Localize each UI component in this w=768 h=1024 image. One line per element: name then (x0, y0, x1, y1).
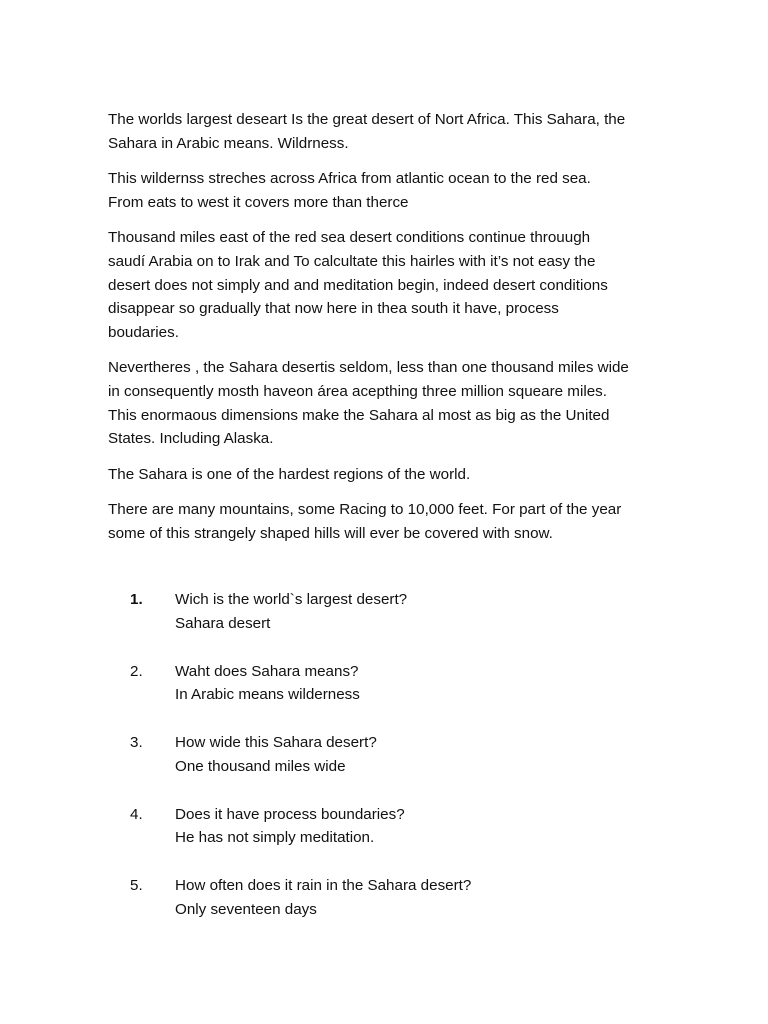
text-line: This enormaous dimensions make the Sahara al most as big as the United (108, 406, 610, 424)
question-number: 1. (130, 591, 143, 608)
text-line: disappear so gradually that now here in thea south it have, process (108, 300, 559, 318)
question-item (108, 660, 668, 707)
text-line: There are many mountains, some Racing to 10,000 feet. For part of the year (108, 501, 622, 519)
text-line: Thousand miles east of the red sea desert conditions continue throuugh (108, 229, 591, 247)
question-item (108, 588, 668, 635)
text-line: in consequently mosth haveon área acepthing three million squeare miles. (108, 382, 607, 400)
paragraph (108, 356, 678, 450)
question-item (108, 874, 668, 921)
answer-text: In Arabic means wilderness (175, 686, 360, 704)
answer-text: He has not simply meditation. (175, 829, 375, 847)
question-number: 2. (130, 662, 143, 680)
question-text: Does it have process boundaries? (175, 805, 405, 823)
question-number: 4. (130, 805, 143, 823)
text-line: The worlds largest deseart Is the great desert of Nort Africa. This Sahara, the (108, 111, 626, 128)
text-line: Nevertheres , the Sahara desertis seldom, less than one thousand miles wide (108, 359, 629, 377)
paragraph (108, 463, 678, 487)
answer-text: Only seventeen days (175, 900, 317, 918)
text-line: desert does not simply and and meditation begin, indeed desert conditions (108, 276, 608, 294)
body-text (108, 108, 678, 558)
text-line: The Sahara is one of the hardest regions of the world. (108, 465, 471, 483)
question-number: 5. (130, 877, 143, 894)
paragraph (108, 226, 678, 344)
question-text: Waht does Sahara means? (175, 662, 359, 680)
text-line: saudí Arabia on to Irak and To calcultate this hairles with it’s not easy the (108, 252, 596, 270)
question-text: How wide this Sahara desert? (175, 734, 377, 751)
answer-text: Sahara desert (175, 614, 271, 632)
text-line: States. Including Alaska. (108, 430, 274, 448)
answer-text: One thousand miles wide (175, 757, 346, 775)
question-item (108, 803, 668, 850)
question-number: 3. (130, 734, 143, 751)
text-line: Sahara in Arabic means. Wildrness. (108, 134, 349, 152)
paragraph (108, 167, 678, 214)
text-line: boudaries. (108, 323, 179, 341)
text-line: From eats to west it covers more than therce (108, 193, 409, 211)
paragraph (108, 498, 678, 545)
text-line: some of this strangely shaped hills will ever be covered with snow. (108, 524, 553, 542)
question-list (108, 588, 668, 946)
paragraph (108, 108, 678, 155)
text-line: This wildernss streches across Africa from atlantic ocean to the red sea. (108, 170, 591, 188)
question-text: Wich is the world`s largest desert? (175, 591, 408, 608)
question-text: How often does it rain in the Sahara desert? (175, 877, 472, 894)
question-item (108, 731, 668, 778)
